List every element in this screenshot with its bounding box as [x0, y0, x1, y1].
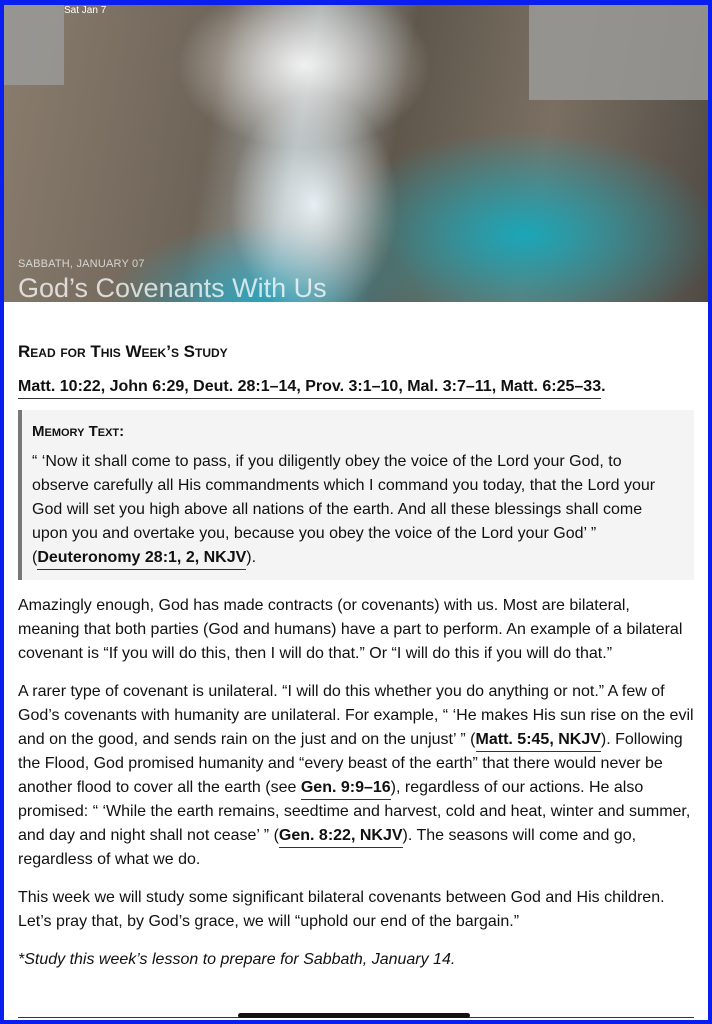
- ref-link[interactable]: Matt. 5:45, NKJV: [476, 731, 601, 752]
- paragraph-2: A rarer type of covenant is unilateral. “I will do this whether you do anything or not.” A few of God’s covenants with humanity are unilateral. For example, “ ‘He makes His sun rise on the evil and on the good, and sends rain on the just and on the unjust’ ” (Matt. 5:45, NKJV). Following the Flood, God promised humanity and “every beast of the earth” that there would never be another flood to cover all the earth (see Gen. 9:9–16), regardless of our actions. He also promised: “ ‘While the earth remains, seedtime and harvest, cold and heat, winter and summer, and day and night shall not cease’ ” (Gen. 8:22, NKJV). The seasons will come and go, regardless of what we do.: [18, 683, 694, 868]
- memory-heading: Memory Text:: [32, 423, 125, 440]
- read-heading: Read for This Week’s Study: [18, 342, 228, 361]
- study-note: *Study this week’s lesson to prepare for Sabbath, January 14.: [18, 951, 456, 968]
- lesson-title: God’s Covenants With Us: [18, 273, 327, 302]
- memory-text-box: Memory Text: “ ‘Now it shall come to pass, if you diligently obey the voice of the Lord your God, to observe carefully all His commandments which I command you today, that the Lord your God will set you high above all nations of the earth. And all these blessings shall come upon you and overtake you, because you obey the voice of the Lord your God’ ” (Deuteronomy 28:1, 2, NKJV).: [18, 410, 694, 580]
- paragraph-1: Amazingly enough, God has made contracts (or covenants) with us. Most are bilateral, meaning that both parties (God and humans) have a part to perform. An example of a bilateral covenant is “If you will do this, then I will do that.” Or “I will do this if you will do that.”: [18, 597, 683, 662]
- lesson-date: SABBATH, JANUARY 07: [18, 258, 145, 270]
- blurred-region: [4, 5, 64, 85]
- blurred-region: [529, 5, 708, 100]
- read-refs-link[interactable]: Matt. 10:22, John 6:29, Deut. 28:1–14, Prov. 3:1–10, Mal. 3:7–11, Matt. 6:25–33: [18, 378, 601, 399]
- lesson-content: [18, 302, 694, 972]
- read-refs: Matt. 10:22, John 6:29, Deut. 28:1–14, Prov. 3:1–10, Mal. 3:7–11, Matt. 6:25–33.: [18, 378, 694, 396]
- home-indicator[interactable]: [238, 1013, 470, 1018]
- paragraph-3: This week we will study some significant bilateral covenants between God and His children. Let’s pray that, by God’s grace, we will “uphold our end of the bargain.”: [18, 889, 665, 930]
- status-time: Sat Jan 7: [64, 5, 107, 16]
- memory-ref-link[interactable]: Deuteronomy 28:1, 2, NKJV: [37, 549, 246, 570]
- hero-image: [4, 5, 708, 302]
- ref-link[interactable]: Gen. 8:22, NKJV: [279, 827, 403, 848]
- ref-link[interactable]: Gen. 9:9–16: [301, 779, 391, 800]
